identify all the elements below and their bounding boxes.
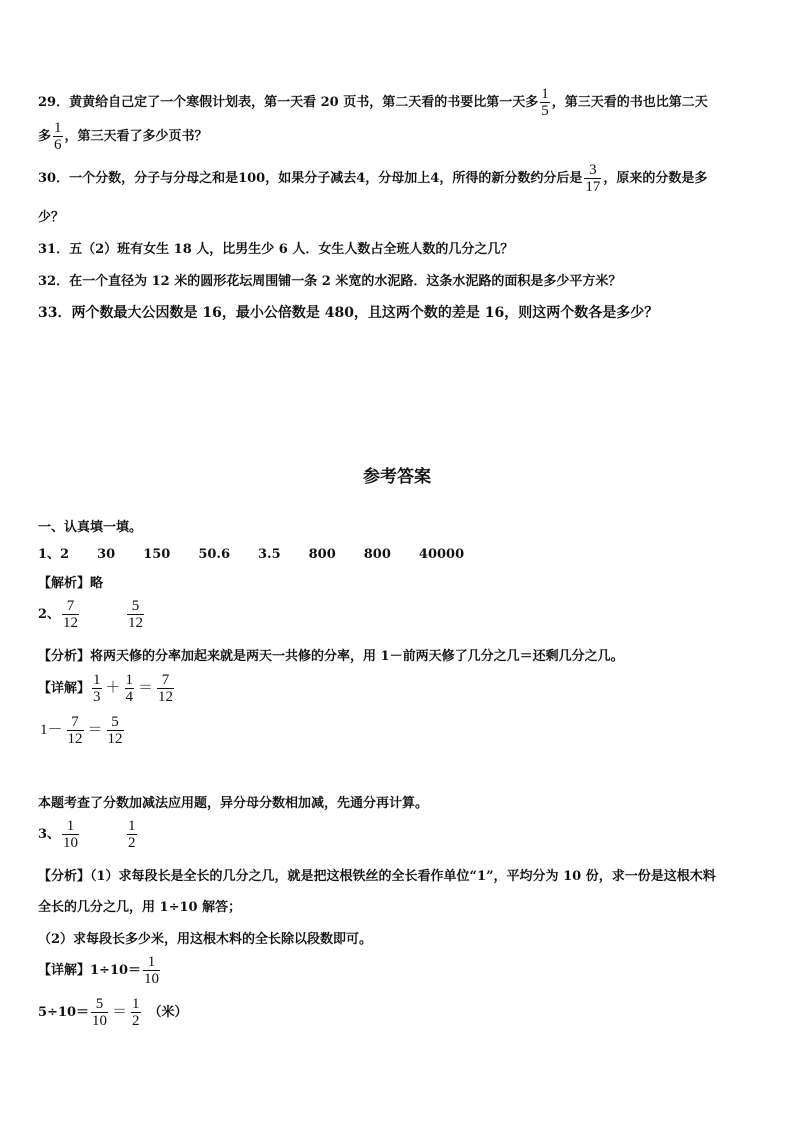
detail-1-lead: 【详解】1÷10＝ — [38, 963, 142, 978]
eq1-fraction-b: $\frac{1}{4}$ — [125, 672, 134, 705]
answer-2-fraction-2: $\frac{5}{12}$ — [128, 598, 144, 631]
eq1-fraction-a: $\frac{1}{3}$ — [93, 672, 101, 705]
detail-label: 【详解】 — [38, 681, 91, 696]
answer-1 — [38, 543, 492, 562]
answer-2-equation-1 — [38, 672, 176, 705]
q30-fraction: $\frac{3}{17}$ — [585, 162, 601, 195]
answer-2-note: 本题考查了分数加减法应用题，异分母分数相加减，先通分再计算。 — [38, 796, 429, 811]
question-29-line1 — [38, 86, 708, 119]
question-29-line2 — [38, 120, 208, 153]
q30-text-3: 少？ — [38, 210, 65, 225]
q29-fraction-1: $\frac{1}{5}$ — [541, 86, 549, 119]
plus-sign: ＋ — [105, 680, 121, 696]
equals-sign: ＝ — [87, 722, 103, 738]
detail-2-lead: 5÷10＝ — [38, 1005, 90, 1020]
q30-text-2: ，原来的分数是多 — [603, 171, 708, 186]
answer-1-value: 50.6 — [198, 547, 230, 562]
q29-fraction-2: $\frac{1}{6}$ — [54, 120, 62, 153]
answer-1-value: 3.5 — [258, 547, 281, 562]
answer-1-value: 2 — [60, 547, 70, 562]
answer-3-detail-2 — [38, 996, 188, 1029]
answer-3-analysis-2: 全长的几分之几，用 1÷10 解答； — [38, 900, 242, 915]
answer-3-analysis-1: 【分析】（1）求每段长是全长的几分之几，就是把这根铁丝的全长看作单位“1”，平均分为 10 份，求一份是这根木料 — [38, 869, 716, 884]
detail-1-fraction: $\frac{1}{10}$ — [144, 954, 160, 987]
answer-1-value: 150 — [143, 547, 171, 562]
eq2-lead: 1－ — [40, 722, 63, 738]
question-33: 33．两个数最大公因数是 16，最小公倍数是 480，且这两个数的差是 16，则这两个数各是多少？ — [38, 305, 659, 321]
detail-2-fraction-1: $\frac{5}{10}$ — [92, 996, 108, 1029]
answer-1-value: 800 — [363, 547, 391, 562]
q29-text-3: 多 — [38, 129, 52, 144]
answer-3-label: 3、 — [38, 827, 61, 842]
answer-2-analysis: 【分析】将两天修的分率加起来就是两天一共修的分率，用 1－前两天修了几分之几＝还剩几分之几。 — [38, 649, 624, 664]
answer-1-value: 800 — [308, 547, 336, 562]
unit-label: （米） — [148, 1005, 188, 1020]
answer-3 — [38, 818, 139, 851]
equals-sign: ＝ — [112, 1004, 128, 1020]
answer-2-label: 2、 — [38, 607, 61, 622]
eq2-fraction-a: $\frac{7}{12}$ — [67, 714, 83, 747]
answer-3-detail-1 — [38, 954, 162, 987]
question-30-line1 — [38, 162, 707, 195]
answer-3-fraction-1: $\frac{1}{10}$ — [63, 818, 79, 851]
answer-3-analysis-3: （2）求每段长多少米，用这根木料的全长除以段数即可。 — [38, 932, 373, 947]
eq1-fraction-c: $\frac{7}{12}$ — [158, 672, 174, 705]
answer-1-analysis: 【解析】略 — [38, 576, 104, 591]
answer-3-fraction-2: $\frac{1}{2}$ — [128, 818, 136, 851]
answer-title: 参考答案 — [363, 467, 431, 487]
answer-1-value: 40000 — [418, 547, 465, 562]
answer-1-label: 1、 — [38, 547, 61, 562]
section-1-heading: 一、认真填一填。 — [38, 520, 143, 535]
q29-text-1: 29．黄黄给自己定了一个寒假计划表，第一天看 20 页书，第二天看的书要比第一天多 — [38, 95, 539, 110]
answer-1-value: 30 — [97, 547, 116, 562]
answer-2-equation-2 — [38, 714, 126, 747]
q29-text-2: ，第三天看的书也比第二天 — [551, 95, 708, 110]
q30-text-1: 30．一个分数，分子与分母之和是100，如果分子减去4，分母加上4，所得的新分数约分后是 — [38, 171, 583, 186]
eq2-fraction-c: $\frac{5}{12}$ — [107, 714, 123, 747]
detail-2-fraction-2: $\frac{1}{2}$ — [132, 996, 140, 1029]
q29-text-4: ，第三天看了多少页书？ — [64, 129, 208, 144]
question-31: 31．五（2）班有女生 18 人，比男生少 6 人．女生人数占全班人数的几分之几？ — [38, 242, 514, 257]
answer-2-fraction-1: $\frac{7}{12}$ — [63, 598, 79, 631]
equals-sign: ＝ — [138, 680, 154, 696]
question-32: 32．在一个直径为 12 米的圆形花坛周围铺一条 2 米宽的水泥路．这条水泥路的面积是多少平方米？ — [38, 274, 622, 289]
answer-2 — [38, 598, 146, 631]
question-30-line2 — [38, 206, 64, 225]
